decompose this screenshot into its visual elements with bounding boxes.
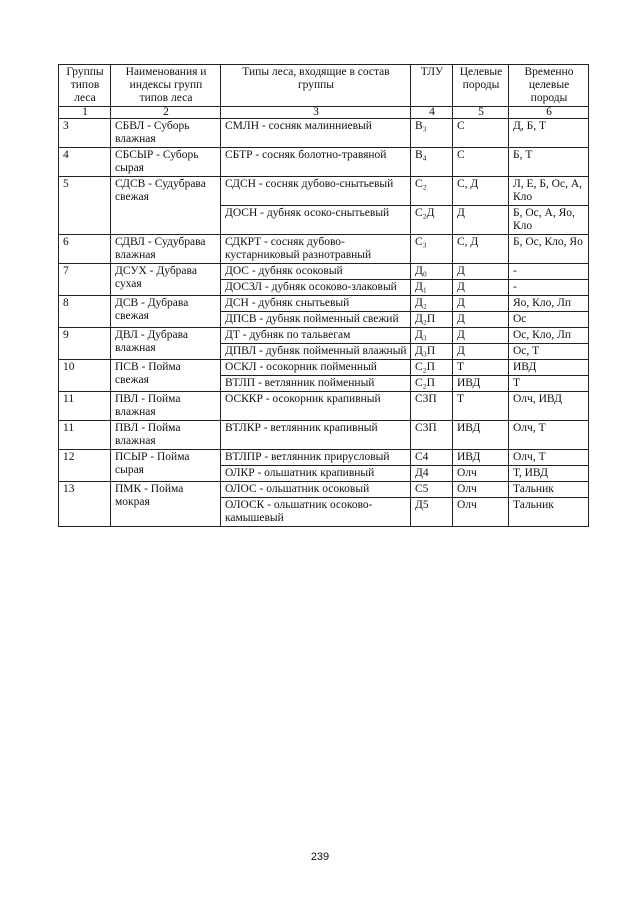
column-number: 1 — [59, 107, 111, 119]
forest-type-cell: ОСКЛ - осокорник пойменный — [221, 360, 411, 376]
tlu-cell: Д₂ — [411, 296, 453, 312]
table-row — [59, 264, 589, 280]
table-row — [59, 482, 589, 498]
forest-type-cell: ДОСН - дубняк осоко-снытьевый — [221, 206, 411, 235]
tlu-cell: Д₁ — [411, 280, 453, 296]
group-name-cell: ПСВ - Пойма свежая — [111, 360, 221, 392]
temporary-species-cell: Тальник — [509, 482, 589, 498]
forest-type-cell: ВТЛП - ветлянник пойменный — [221, 376, 411, 392]
table-body — [59, 119, 589, 527]
forest-type-cell: ОЛКР - ольшатник крапивный — [221, 466, 411, 482]
temporary-species-cell: ИВД — [509, 360, 589, 376]
group-number-cell: 11 — [59, 421, 111, 450]
temporary-species-cell: Л, Е, Б, Ос, А, Кло — [509, 177, 589, 206]
group-number-cell: 11 — [59, 392, 111, 421]
tlu-cell: С3П — [411, 392, 453, 421]
tlu-cell: С₃ — [411, 235, 453, 264]
group-number-cell: 7 — [59, 264, 111, 296]
group-name-cell: СДВЛ - Судубрава влажная — [111, 235, 221, 264]
group-number-cell: 8 — [59, 296, 111, 328]
target-species-cell: С, Д — [453, 235, 509, 264]
group-number-cell: 4 — [59, 148, 111, 177]
target-species-cell: С, Д — [453, 177, 509, 206]
group-number-cell: 5 — [59, 177, 111, 235]
table-row — [59, 392, 589, 421]
column-number: 5 — [453, 107, 509, 119]
tlu-cell: Д₂П — [411, 312, 453, 328]
target-species-cell: Д — [453, 264, 509, 280]
table-row — [59, 450, 589, 466]
tlu-cell: Д₃П — [411, 344, 453, 360]
target-species-cell: Д — [453, 206, 509, 235]
forest-type-cell: СДСН - сосняк дубово-снытьевый — [221, 177, 411, 206]
temporary-species-cell: Б, Т — [509, 148, 589, 177]
forest-type-cell: ДПСВ - дубняк пойменный свежий — [221, 312, 411, 328]
group-number-cell: 6 — [59, 235, 111, 264]
tlu-cell: В₄ — [411, 148, 453, 177]
tlu-cell: С5 — [411, 482, 453, 498]
tlu-cell: Д₃ — [411, 328, 453, 344]
tlu-cell: Д5 — [411, 498, 453, 527]
table-row — [59, 119, 589, 148]
target-species-cell: Д — [453, 312, 509, 328]
tlu-cell: С₂П — [411, 360, 453, 376]
target-species-cell: ИВД — [453, 450, 509, 466]
target-species-cell: Олч — [453, 498, 509, 527]
temporary-species-cell: Ос — [509, 312, 589, 328]
group-name-cell: ПВЛ - Пойма влажная — [111, 392, 221, 421]
table-row — [59, 421, 589, 450]
tlu-cell: С4 — [411, 450, 453, 466]
temporary-species-cell: Б, Ос, А, Яо, Кло — [509, 206, 589, 235]
forest-type-cell: ДПВЛ - дубняк пойменный влажный — [221, 344, 411, 360]
forest-type-cell: ДОС - дубняк осоковый — [221, 264, 411, 280]
group-name-cell: СБВЛ - Суборь влажная — [111, 119, 221, 148]
group-name-cell: ДСВ - Дубрава свежая — [111, 296, 221, 328]
column-number-row — [59, 107, 589, 119]
table-row — [59, 148, 589, 177]
group-name-cell: ПСЫР - Пойма сырая — [111, 450, 221, 482]
group-name-cell: СБСЫР - Суборь сырая — [111, 148, 221, 177]
forest-type-cell: ВТЛКР - ветлянник крапивный — [221, 421, 411, 450]
tlu-cell: Д4 — [411, 466, 453, 482]
target-species-cell: Олч — [453, 482, 509, 498]
target-species-cell: Т — [453, 392, 509, 421]
page-number: 239 — [310, 851, 330, 863]
header-cell: Временно целевые породы — [509, 65, 589, 107]
forest-type-cell: ДТ - дубняк по тальвегам — [221, 328, 411, 344]
temporary-species-cell: Ос, Кло, Лп — [509, 328, 589, 344]
temporary-species-cell: - — [509, 264, 589, 280]
target-species-cell: С — [453, 148, 509, 177]
group-number-cell: 10 — [59, 360, 111, 392]
temporary-species-cell: Т, ИВД — [509, 466, 589, 482]
target-species-cell: Д — [453, 296, 509, 312]
forest-type-cell: ОЛОСК - ольшатник осоково-камышевый — [221, 498, 411, 527]
target-species-cell: Д — [453, 328, 509, 344]
forest-type-cell: ДОСЗЛ - дубняк осоково-злаковый — [221, 280, 411, 296]
target-species-cell: Олч — [453, 466, 509, 482]
forest-type-cell: ДСН - дубняк снытьевый — [221, 296, 411, 312]
forest-types-table — [58, 64, 589, 527]
group-name-cell: ПВЛ - Пойма влажная — [111, 421, 221, 450]
table-row — [59, 235, 589, 264]
table-row — [59, 360, 589, 376]
temporary-species-cell: - — [509, 280, 589, 296]
header-cell: Наименования и индексы групп типов леса — [111, 65, 221, 107]
temporary-species-cell: Ос, Т — [509, 344, 589, 360]
column-number: 4 — [411, 107, 453, 119]
forest-type-cell: СДКРТ - сосняк дубово-кустарниковый разнотравный — [221, 235, 411, 264]
target-species-cell: С — [453, 119, 509, 148]
target-species-cell: Д — [453, 344, 509, 360]
tlu-cell: С₂ — [411, 177, 453, 206]
header-cell: ТЛУ — [411, 65, 453, 107]
tlu-cell: С3П — [411, 421, 453, 450]
table-row — [59, 328, 589, 344]
forest-type-cell: ВТЛПР - ветлянник прирусловый — [221, 450, 411, 466]
temporary-species-cell: Олч, ИВД — [509, 392, 589, 421]
header-cell: Типы леса, входящие в состав группы — [221, 65, 411, 107]
group-name-cell: СДСВ - Судубрава свежая — [111, 177, 221, 235]
temporary-species-cell: Д, Б, Т — [509, 119, 589, 148]
column-number: 2 — [111, 107, 221, 119]
forest-type-cell: ОЛОС - ольшатник осоковый — [221, 482, 411, 498]
forest-type-cell: СМЛН - сосняк малинниевый — [221, 119, 411, 148]
header-cell: Целевые породы — [453, 65, 509, 107]
forest-type-cell: СБТР - сосняк болотно-травяной — [221, 148, 411, 177]
column-number: 3 — [221, 107, 411, 119]
tlu-cell: С₂П — [411, 376, 453, 392]
target-species-cell: Т — [453, 360, 509, 376]
group-number-cell: 13 — [59, 482, 111, 527]
tlu-cell: С₂Д — [411, 206, 453, 235]
table-row — [59, 177, 589, 206]
target-species-cell: ИВД — [453, 421, 509, 450]
table-row — [59, 296, 589, 312]
header-cell: Группы типов леса — [59, 65, 111, 107]
group-number-cell: 3 — [59, 119, 111, 148]
group-number-cell: 9 — [59, 328, 111, 360]
forest-type-cell: ОСККР - осокорник крапивный — [221, 392, 411, 421]
tlu-cell: Д₀ — [411, 264, 453, 280]
header-row — [59, 65, 589, 107]
group-name-cell: ДВЛ - Дубрава влажная — [111, 328, 221, 360]
temporary-species-cell: Олч, Т — [509, 421, 589, 450]
tlu-cell: В₃ — [411, 119, 453, 148]
column-number: 6 — [509, 107, 589, 119]
temporary-species-cell: Тальник — [509, 498, 589, 527]
group-name-cell: ПМК - Пойма мокрая — [111, 482, 221, 527]
temporary-species-cell: Олч, Т — [509, 450, 589, 466]
target-species-cell: Д — [453, 280, 509, 296]
group-name-cell: ДСУХ - Дубрава сухая — [111, 264, 221, 296]
target-species-cell: ИВД — [453, 376, 509, 392]
group-number-cell: 12 — [59, 450, 111, 482]
temporary-species-cell: Б, Ос, Кло, Яо — [509, 235, 589, 264]
temporary-species-cell: Яо, Кло, Лп — [509, 296, 589, 312]
temporary-species-cell: Т — [509, 376, 589, 392]
